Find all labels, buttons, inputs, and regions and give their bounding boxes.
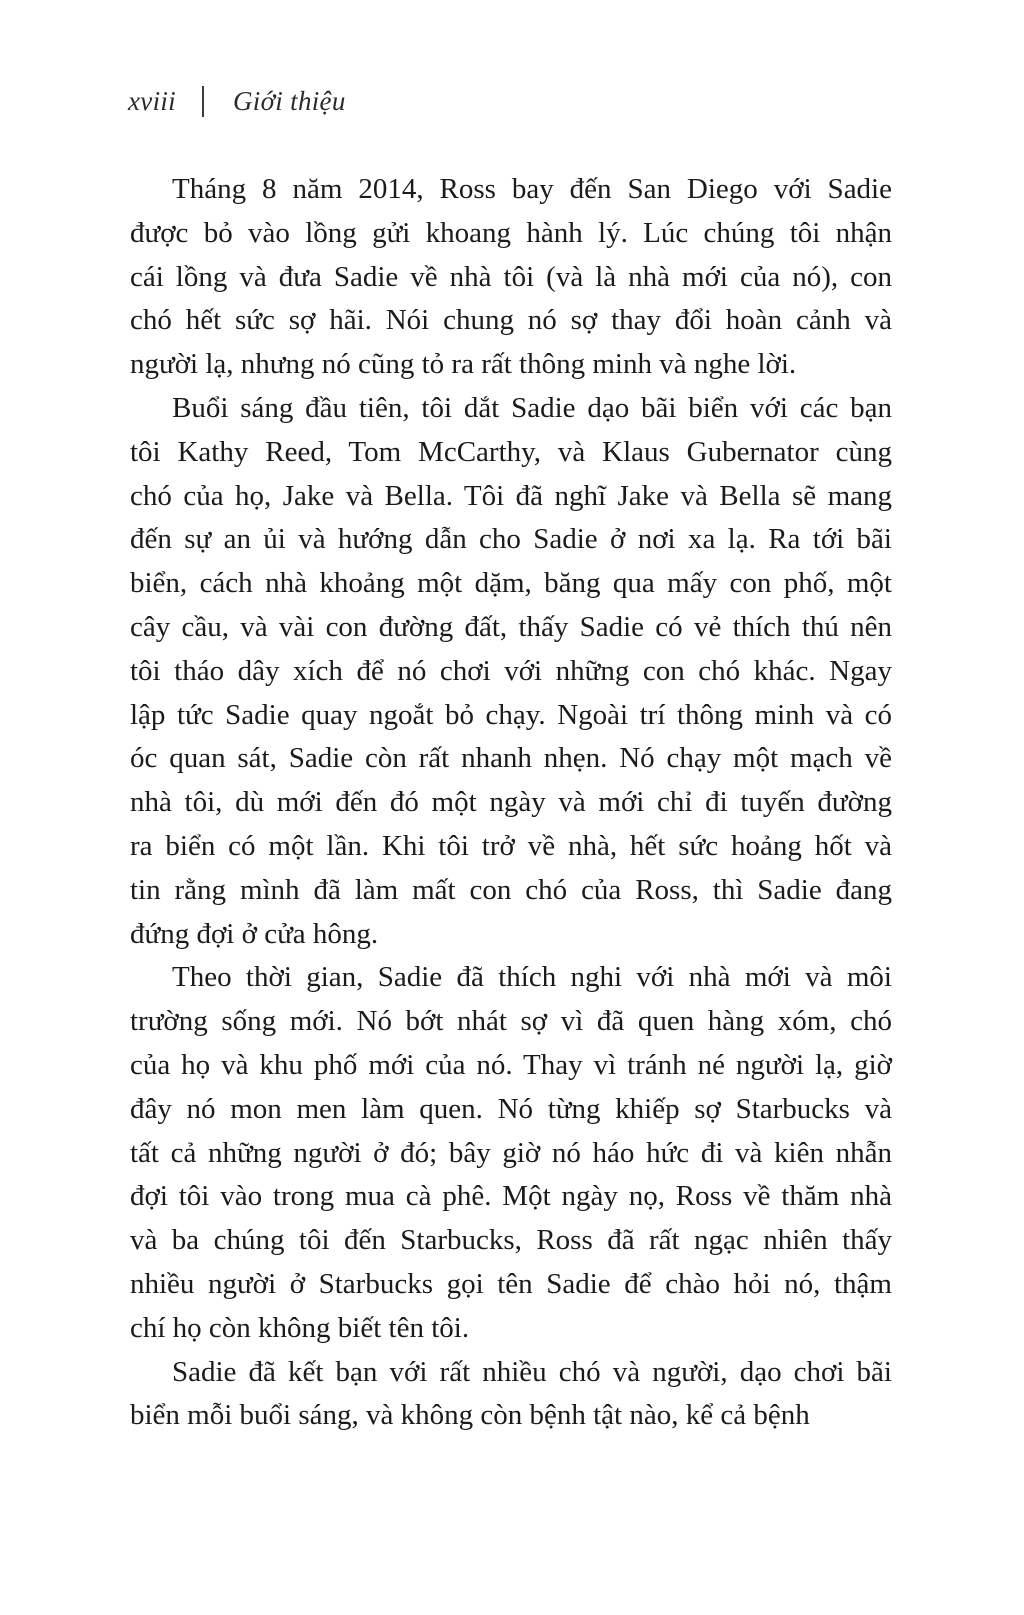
text-line: tin rằng mình đã làm mất con chó của Ross, thì Sadie đang <box>130 873 892 906</box>
paragraph <box>130 1351 892 1439</box>
text-line: và ba chúng tôi đến Starbucks, Ross đã rất ngạc nhiên thấy <box>130 1224 892 1257</box>
text-line: chó hết sức sợ hãi. Nói chung nó sợ thay đổi hoàn cảnh và <box>130 304 892 337</box>
text-line: Buổi sáng đầu tiên, tôi dắt Sadie dạo bãi biển với các bạn <box>172 391 892 424</box>
text-line: biển, cách nhà khoảng một dặm, băng qua mấy con phố, một <box>130 567 892 600</box>
text-line: đứng đợi ở cửa hông. <box>130 917 379 950</box>
text-line: người lạ, nhưng nó cũng tỏ ra rất thông minh và nghe lời. <box>130 348 797 381</box>
page-number: xviii <box>128 86 176 116</box>
text-line: nhà tôi, dù mới đến đó một ngày và mới chỉ đi tuyến đường <box>130 786 892 819</box>
text-line: ra biển có một lần. Khi tôi trở về nhà, hết sức hoảng hốt và <box>130 829 892 862</box>
text-line: chó của họ, Jake và Bella. Tôi đã nghĩ Jake và Bella sẽ mang <box>130 479 892 512</box>
text-line: biển mỗi buổi sáng, và không còn bệnh tật nào, kể cả bệnh <box>130 1399 810 1432</box>
text-line: cây cầu, và vài con đường đất, thấy Sadie có vẻ thích thú nên <box>130 610 892 643</box>
text-line: đây nó mon men làm quen. Nó từng khiếp sợ Starbucks và <box>130 1092 892 1125</box>
text-line: đến sự an ủi và hướng dẫn cho Sadie ở nơi xa lạ. Ra tới bãi <box>130 523 892 556</box>
text-line: trường sống mới. Nó bớt nhát sợ vì đã quen hàng xóm, chó <box>130 1005 892 1038</box>
text-line: đợi tôi vào trong mua cà phê. Một ngày nọ, Ross về thăm nhà <box>130 1180 892 1213</box>
text-line: của họ và khu phố mới của nó. Thay vì tránh né người lạ, giờ <box>130 1048 892 1081</box>
text-line: cái lồng và đưa Sadie về nhà tôi (và là nhà mới của nó), con <box>130 260 892 293</box>
paragraph <box>130 387 892 956</box>
text-line: Sadie đã kết bạn với rất nhiều chó và người, dạo chơi bãi <box>172 1355 892 1388</box>
text-line: tôi tháo dây xích để nó chơi với những con chó khác. Ngay <box>130 654 892 687</box>
running-header <box>128 84 346 118</box>
text-line: nhiều người ở Starbucks gọi tên Sadie để chào hỏi nó, thậm <box>130 1267 892 1300</box>
text-line: óc quan sát, Sadie còn rất nhanh nhẹn. Nó chạy một mạch về <box>130 742 892 775</box>
text-line: Theo thời gian, Sadie đã thích nghi với nhà mới và môi <box>172 961 892 994</box>
header-separator-bar <box>202 86 204 117</box>
text-line: chí họ còn không biết tên tôi. <box>130 1311 470 1344</box>
text-line: tôi Kathy Reed, Tom McCarthy, và Klaus Gubernator cùng <box>130 435 892 468</box>
section-title: Giới thiệu <box>232 86 346 116</box>
text-line: tất cả những người ở đó; bây giờ nó háo hức đi và kiên nhẫn <box>130 1136 892 1169</box>
text-line: lập tức Sadie quay ngoắt bỏ chạy. Ngoài trí thông minh và có <box>130 698 892 731</box>
text-line: Tháng 8 năm 2014, Ross bay đến San Diego với Sadie <box>172 173 892 205</box>
body-text <box>130 168 892 1438</box>
paragraph <box>130 168 892 387</box>
text-line: được bỏ vào lồng gửi khoang hành lý. Lúc chúng tôi nhận <box>130 216 892 249</box>
paragraph <box>130 956 892 1350</box>
